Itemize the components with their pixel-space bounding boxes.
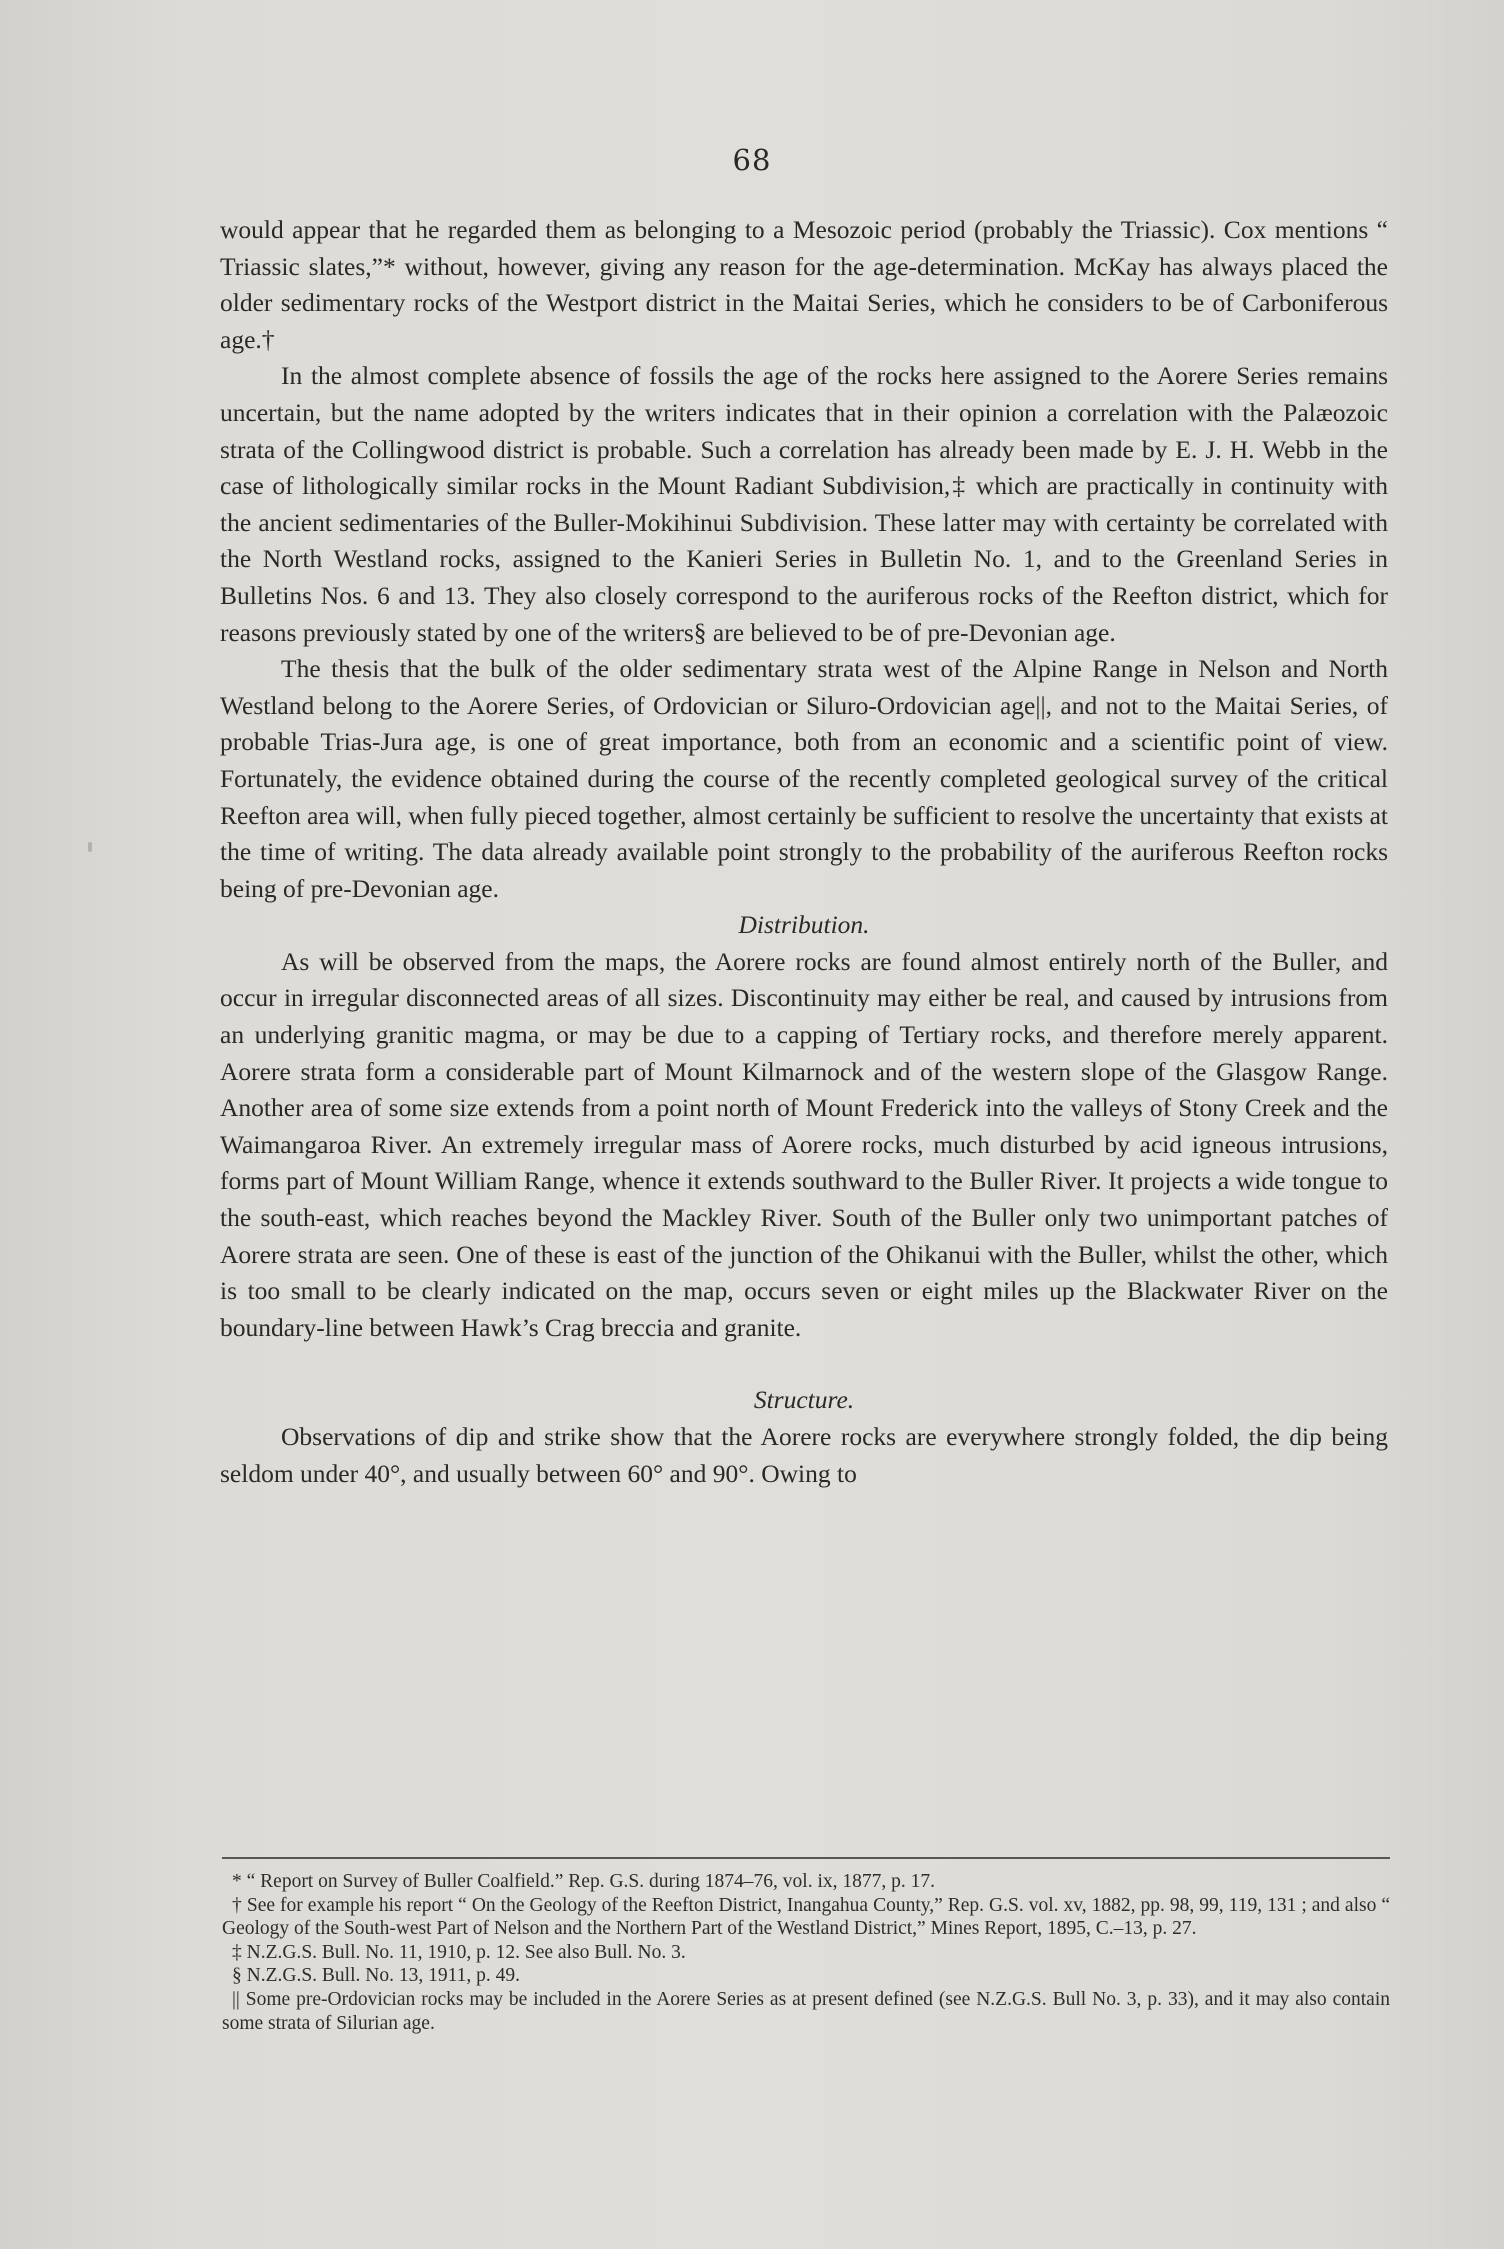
- body-text: [220, 212, 1388, 1492]
- footnote-double-dagger: ‡ N.Z.G.S. Bull. No. 11, 1910, p. 12. See also Bull. No. 3.: [232, 1941, 686, 1963]
- footnotes: [222, 1870, 1390, 2035]
- paper-blemish: [88, 842, 92, 852]
- section-heading-structure: Structure.: [753, 1385, 855, 1415]
- paragraph-distribution: As will be observed from the maps, the Aorere rocks are found almost entirely north of the Buller, and occur in irregular disconnected areas of all sizes. Discontinuity may either be real, and caused by intrusions from an underlying granitic magma, or may be due to a capping of Tertiary rocks, and therefore merely apparent. Aorere strata form a considerable part of Mount Kilmarnock and of the western slope of the Glasgow Range. Another area of some size extends from a point north of Mount Frederick into the valleys of Stony Creek and the Waimangaroa River. An extremely irregular mass of Aorere rocks, much disturbed by acid igneous intrusions, forms part of Mount William Range, whence it extends southward to the Buller River. It projects a wide tongue to the south-east, which reaches beyond the Mackley River. South of the Buller only two unimportant patches of Aorere strata are seen. One of these is east of the junction of the Ohikanui with the Buller, whilst the other, which is too small to be clearly indicated on the map, occurs seven or eight miles up the Blackwater River on the boundary-line between Hawk’s Crag breccia and granite.: [220, 946, 1388, 1342]
- footnote-parallel: || Some pre-Ordovician rocks may be included in the Aorere Series as at present defined (see N.Z.G.S. Bull No. 3, p. 33), and it may also contain some strata of Silurian age.: [222, 1988, 1390, 2034]
- section-heading-distribution: Distribution.: [738, 910, 870, 940]
- paragraph-age-correlation: In the almost complete absence of fossils the age of the rocks here assigned to the Aorere Series remains uncertain, but the name adopted by the writers indicates that in their opinion a correlation with the Palæozoic strata of the Collingwood district is probable. Such a correlation has already been made by E. J. H. Webb in the case of lithologically similar rocks in the Mount Radiant Subdivision,‡ which are practically in continuity with the ancient sedimentaries of the Buller-Mokihinui Subdivision. These latter may with certainty be correlated with the North Westland rocks, assigned to the Kanieri Series in Bulletin No. 1, and to the Greenland Series in Bulletins Nos. 6 and 13. They also closely correspond to the auriferous rocks of the Reefton district, which for reasons previously stated by one of the writers§ are believed to be of pre-Devonian age.: [220, 361, 1388, 647]
- footnote-dagger: † See for example his report “ On the Geology of the Reefton District, Inangahua County,” Rep. G.S. vol. xv, 1882, pp. 98, 99, 119, 131 ; and also “ Geology of the South-west Part of Nelson and the Northern Part of the Westland District,” Mines Report, 1895, C.–13, p. 27.: [222, 1894, 1390, 1940]
- footnote-section: § N.Z.G.S. Bull. No. 13, 1911, p. 49.: [232, 1965, 520, 1987]
- paragraph-structure: Observations of dip and strike show that the Aorere rocks are everywhere strongly folded, the dip being seldom under 40°, and usually between 60° and 90°. Owing to: [220, 1422, 1388, 1488]
- footnote-divider: [222, 1857, 1390, 1859]
- paragraph-thesis: The thesis that the bulk of the older sedimentary strata west of the Alpine Range in Nelson and North Westland belong to the Aorere Series, of Ordovician or Siluro-Ordovician age||, and not to the Maitai Series, of probable Trias-Jura age, is one of great importance, both from an economic and a scientific point of view. Fortunately, the evidence obtained during the course of the recently completed geological survey of the critical Reefton area will, when fully pieced together, almost certainly be sufficient to resolve the uncertainty that exists at the time of writing. The data already available point strongly to the probability of the auriferous Reefton rocks being of pre-Devonian age.: [220, 654, 1388, 903]
- paragraph-continued: would appear that he regarded them as belonging to a Mesozoic period (probably the Triassic). Cox mentions “ Triassic slates,”* without, however, giving any reason for the age-determination. McKay has always placed the older sedimentary rocks of the Westport district in the Maitai Series, which he considers to be of Carboniferous age.†: [220, 215, 1388, 354]
- footnote-asterisk: * “ Report on Survey of Buller Coalfield.” Rep. G.S. during 1874–76, vol. ix, 1877, p. 17.: [232, 1871, 936, 1892]
- section-gap: [220, 1346, 1388, 1382]
- page-number: 68: [732, 143, 772, 177]
